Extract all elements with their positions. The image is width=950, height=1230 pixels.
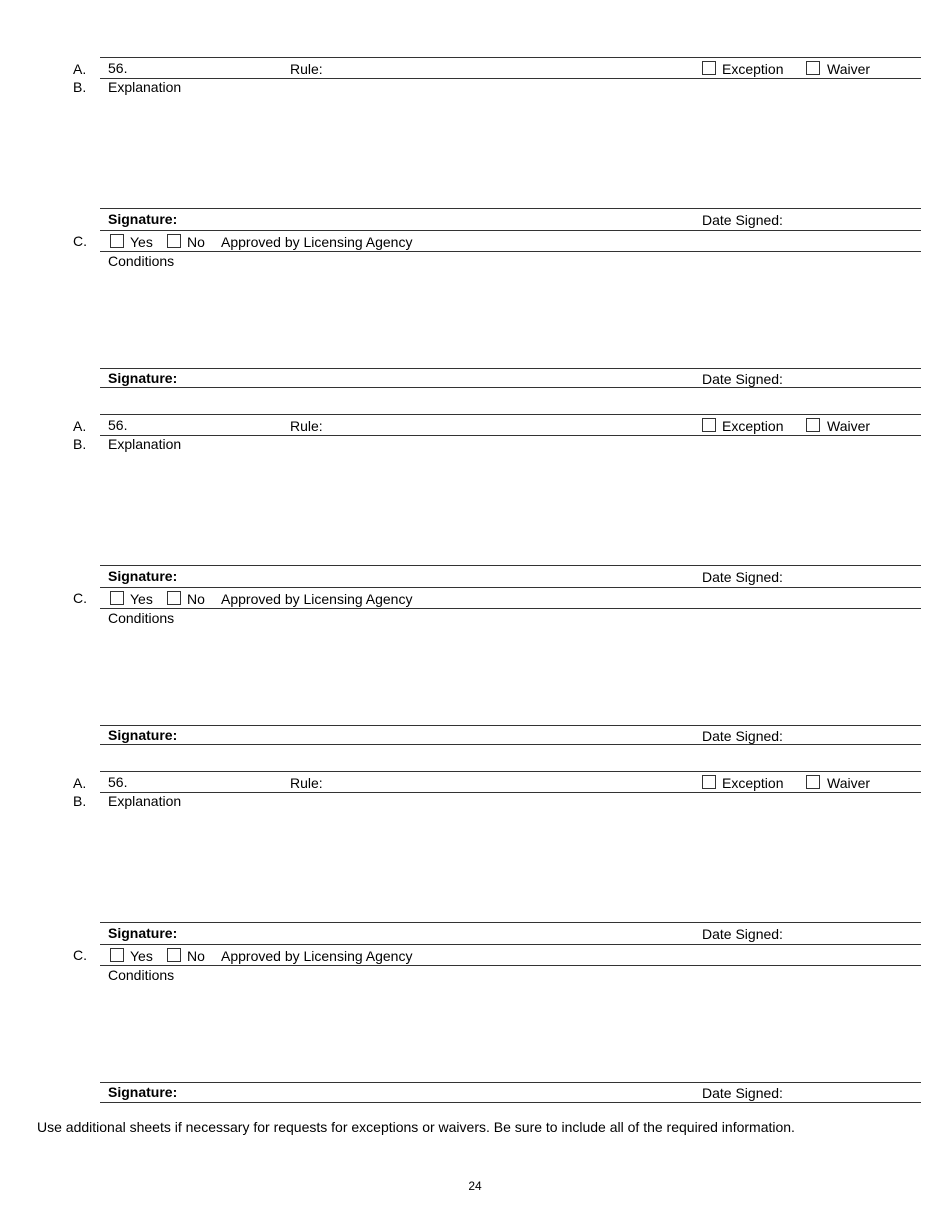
- waiver-checkbox[interactable]: [806, 775, 820, 789]
- section-letter-b: B.: [73, 79, 87, 95]
- rule-label: Rule:: [290, 775, 323, 791]
- signature-label: Signature:: [108, 568, 178, 584]
- conditions-label: Conditions: [108, 967, 175, 983]
- divider: [100, 771, 921, 772]
- yes-checkbox[interactable]: [110, 591, 124, 605]
- rule-label: Rule:: [290, 61, 323, 77]
- divider: [100, 387, 921, 388]
- signature-label: Signature:: [108, 727, 178, 743]
- conditions-label: Conditions: [108, 610, 175, 626]
- divider: [100, 792, 921, 793]
- signature-label: Signature:: [108, 925, 178, 941]
- section-letter-a: A.: [73, 775, 87, 791]
- yes-checkbox[interactable]: [110, 948, 124, 962]
- exception-label: Exception: [722, 418, 784, 434]
- divider: [100, 414, 921, 415]
- rule-number: 56.: [108, 60, 128, 76]
- no-checkbox[interactable]: [167, 948, 181, 962]
- divider: [100, 944, 921, 945]
- divider: [100, 368, 921, 369]
- signature-label: Signature:: [108, 370, 178, 386]
- footer-note: Use additional sheets if necessary for requests for exceptions or waivers. Be sure to include all of the required information.: [37, 1119, 795, 1135]
- no-label: No: [187, 591, 205, 607]
- divider: [100, 78, 921, 79]
- explanation-label: Explanation: [108, 793, 182, 809]
- divider: [100, 608, 921, 609]
- exception-checkbox[interactable]: [702, 418, 716, 432]
- divider: [100, 57, 921, 58]
- divider: [100, 435, 921, 436]
- exception-label: Exception: [722, 775, 784, 791]
- signature-label: Signature:: [108, 211, 178, 227]
- waiver-label: Waiver: [827, 61, 871, 77]
- waiver-checkbox[interactable]: [806, 61, 820, 75]
- divider: [100, 922, 921, 923]
- waiver-label: Waiver: [827, 775, 871, 791]
- page-number: 24: [468, 1179, 482, 1193]
- exception-checkbox[interactable]: [702, 775, 716, 789]
- explanation-label: Explanation: [108, 79, 182, 95]
- rule-label: Rule:: [290, 418, 323, 434]
- explanation-label: Explanation: [108, 436, 182, 452]
- divider: [100, 965, 921, 966]
- approved-label: Approved by Licensing Agency: [221, 234, 413, 250]
- divider: [100, 251, 921, 252]
- divider: [100, 1102, 921, 1103]
- approved-label: Approved by Licensing Agency: [221, 948, 413, 964]
- waiver-checkbox[interactable]: [806, 418, 820, 432]
- waiver-label: Waiver: [827, 418, 871, 434]
- divider: [100, 208, 921, 209]
- no-label: No: [187, 234, 205, 250]
- approved-label: Approved by Licensing Agency: [221, 591, 413, 607]
- exception-label: Exception: [722, 61, 784, 77]
- section-letter-a: A.: [73, 61, 87, 77]
- exception-checkbox[interactable]: [702, 61, 716, 75]
- divider: [100, 744, 921, 745]
- divider: [100, 230, 921, 231]
- section-letter-c: C.: [73, 590, 87, 606]
- section-letter-b: B.: [73, 436, 87, 452]
- section-letter-b: B.: [73, 793, 87, 809]
- signature-label: Signature:: [108, 1084, 178, 1100]
- section-letter-c: C.: [73, 233, 87, 249]
- rule-number: 56.: [108, 774, 128, 790]
- divider: [100, 725, 921, 726]
- yes-label: Yes: [130, 948, 153, 964]
- no-checkbox[interactable]: [167, 234, 181, 248]
- date-signed-label: Date Signed:: [702, 569, 783, 585]
- divider: [100, 1082, 921, 1083]
- date-signed-label: Date Signed:: [702, 371, 783, 387]
- section-letter-c: C.: [73, 947, 87, 963]
- date-signed-label: Date Signed:: [702, 1085, 783, 1101]
- conditions-label: Conditions: [108, 253, 175, 269]
- no-label: No: [187, 948, 205, 964]
- date-signed-label: Date Signed:: [702, 926, 783, 942]
- divider: [100, 565, 921, 566]
- rule-number: 56.: [108, 417, 128, 433]
- no-checkbox[interactable]: [167, 591, 181, 605]
- date-signed-label: Date Signed:: [702, 728, 783, 744]
- divider: [100, 587, 921, 588]
- yes-checkbox[interactable]: [110, 234, 124, 248]
- section-letter-a: A.: [73, 418, 87, 434]
- yes-label: Yes: [130, 591, 153, 607]
- date-signed-label: Date Signed:: [702, 212, 783, 228]
- yes-label: Yes: [130, 234, 153, 250]
